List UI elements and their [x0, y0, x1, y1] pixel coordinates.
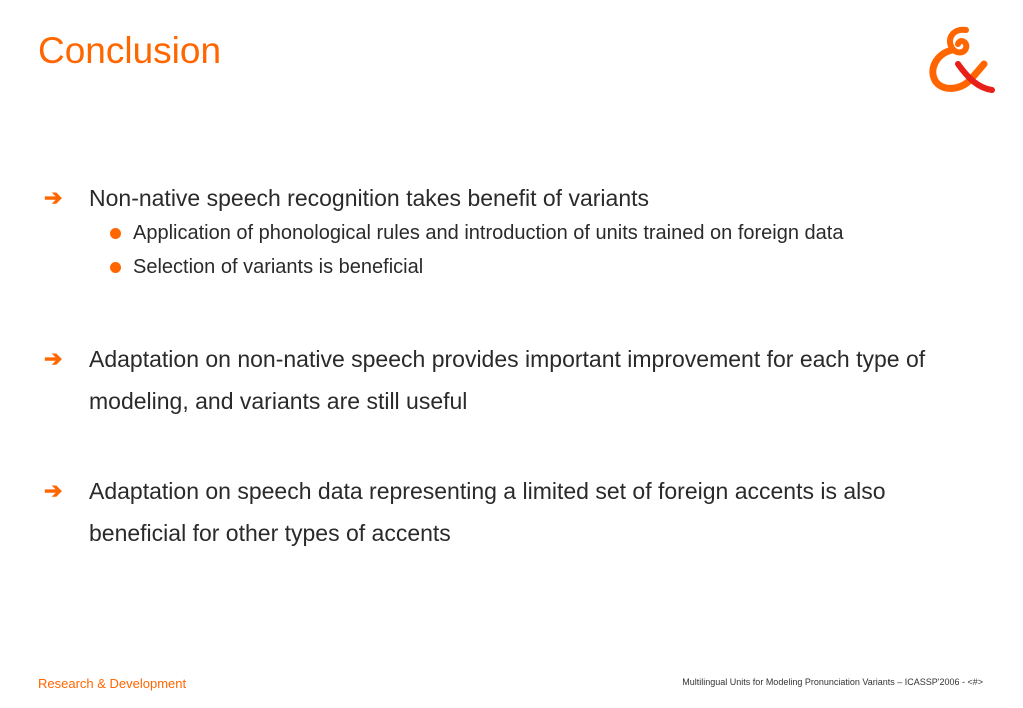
right-arrow-icon: ➔	[44, 346, 63, 371]
bullet-dot-icon	[110, 228, 121, 239]
bullet-dot-icon	[110, 262, 121, 273]
right-arrow-icon: ➔	[44, 478, 63, 503]
bullet-3	[44, 470, 1004, 554]
slide-title: Conclusion	[38, 30, 222, 71]
bullet-1	[44, 180, 1004, 284]
bullet-2	[44, 338, 1004, 422]
sub-bullet-text: Application of phonological rules and introduction of units trained on foreign data	[133, 221, 844, 244]
footer-citation: Multilingual Units for Modeling Pronunciation Variants – ICASSP'2006 - <#>	[682, 677, 983, 687]
bullet-text: Non-native speech recognition takes benefit of variants	[89, 185, 649, 211]
sub-bullet-1	[110, 216, 1004, 250]
footer-department: Research & Development	[38, 676, 187, 691]
bullet-text: Adaptation on speech data representing a limited set of foreign accents is also beneficial for other types of accents	[89, 478, 886, 546]
ampersand-logo-icon	[918, 24, 998, 96]
sub-bullet-text: Selection of variants is beneficial	[133, 255, 424, 278]
bullet-text: Adaptation on non-native speech provides important improvement for each type of modeling, and variants are still useful	[89, 346, 926, 414]
right-arrow-icon: ➔	[44, 185, 63, 210]
sub-bullet-2	[110, 250, 1004, 284]
